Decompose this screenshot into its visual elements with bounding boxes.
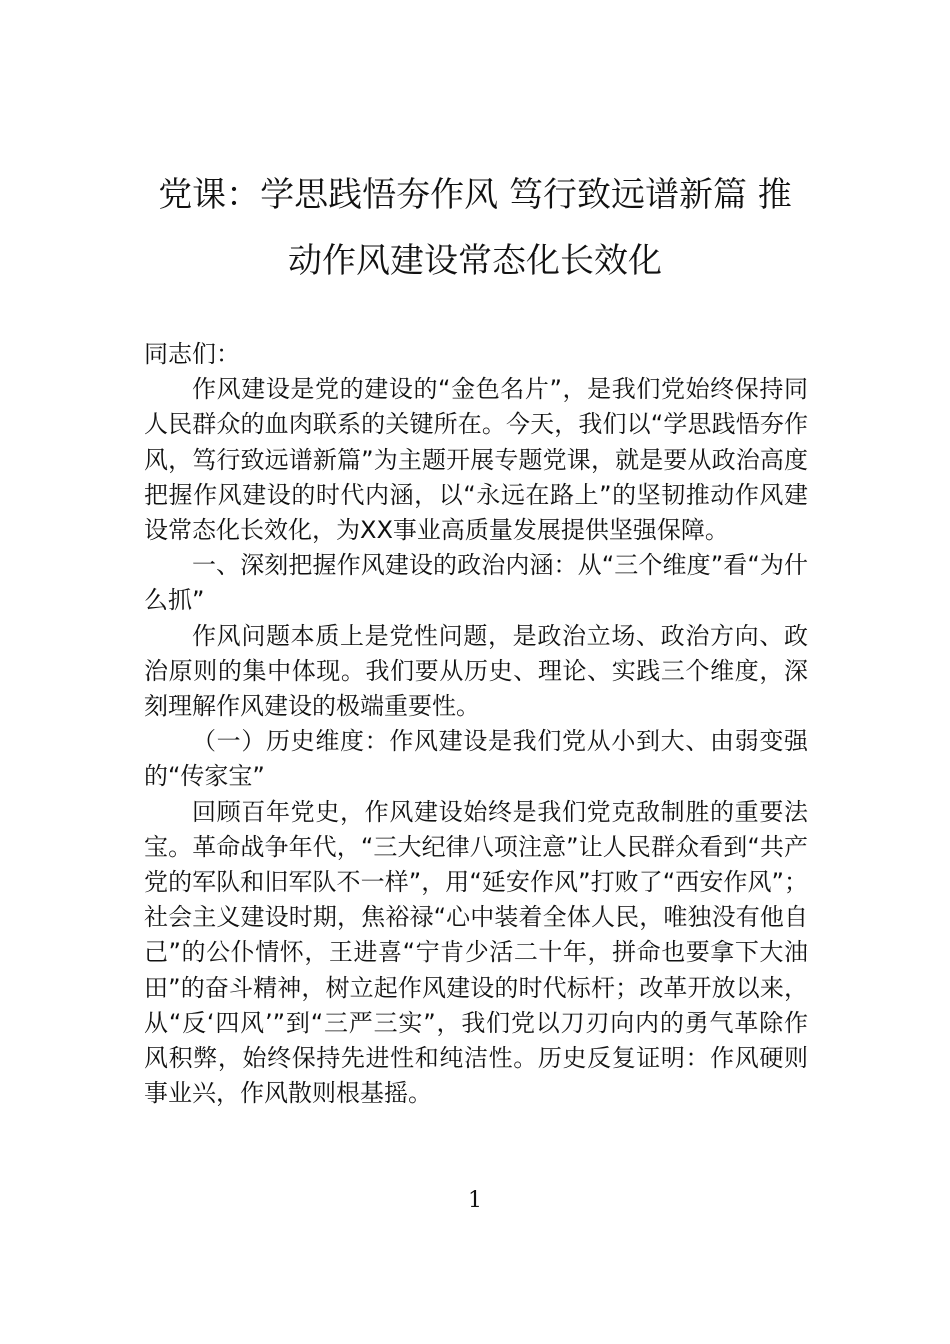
history-paragraph: 回顾百年党史，作风建设始终是我们党克敌制胜的重要法宝。革命战争年代，“三大纪律八项注意”让人民群众看到“共产党的军队和旧军队不一样”，用“延安作风”打败了“西安作风”；社会主义建设时期，焦裕禄“心中装着全体人民，唯独没有他自己”的公仆情怀，王进喜“宁肯少活二十年，拼命也要拿下大油田”的奋斗精神，树立起作风建设的时代标杆；改革开放以来，从“反‘四风’”到“三严三实”，我们党以刀刃向内的勇气革除作风积弊，始终保持先进性和纯洁性。历史反复证明：作风硬则事业兴，作风散则根基摇。 [144,797,808,1108]
section-heading-1: 一、深刻把握作风建设的政治内涵：从“三个维度”看“为什么抓” [144,551,808,615]
document-title [140,162,810,294]
page-number: 1 [468,1188,482,1213]
subsection-heading-1: （一）历史维度：作风建设是我们党从小到大、由弱变强的“传家宝” [144,727,808,791]
intro-paragraph: 作风建设是党的建设的“金色名片”，是我们党始终保持同人民群众的血肉联系的关键所在。今天，我们以“学思践悟夯作风，笃行致远谱新篇”为主题开展专题党课，就是要从政治高度把握作风建设的时代内涵，以“永远在路上”的坚韧推动作风建设常态化长效化，为XX事业高质量发展提供坚强保障。 [144,375,808,545]
section-1-paragraph: 作风问题本质上是党性问题，是政治立场、政治方向、政治原则的集中体现。我们要从历史、理论、实践三个维度，深刻理解作风建设的极端重要性。 [144,621,808,721]
title-line-2: 动作风建设常态化长效化 [288,241,662,281]
title-line-1: 党课：学思践悟夯作风 笃行致远谱新篇 推 [158,175,792,215]
salutation: 同志们： [144,340,240,368]
document-body [144,337,808,1111]
